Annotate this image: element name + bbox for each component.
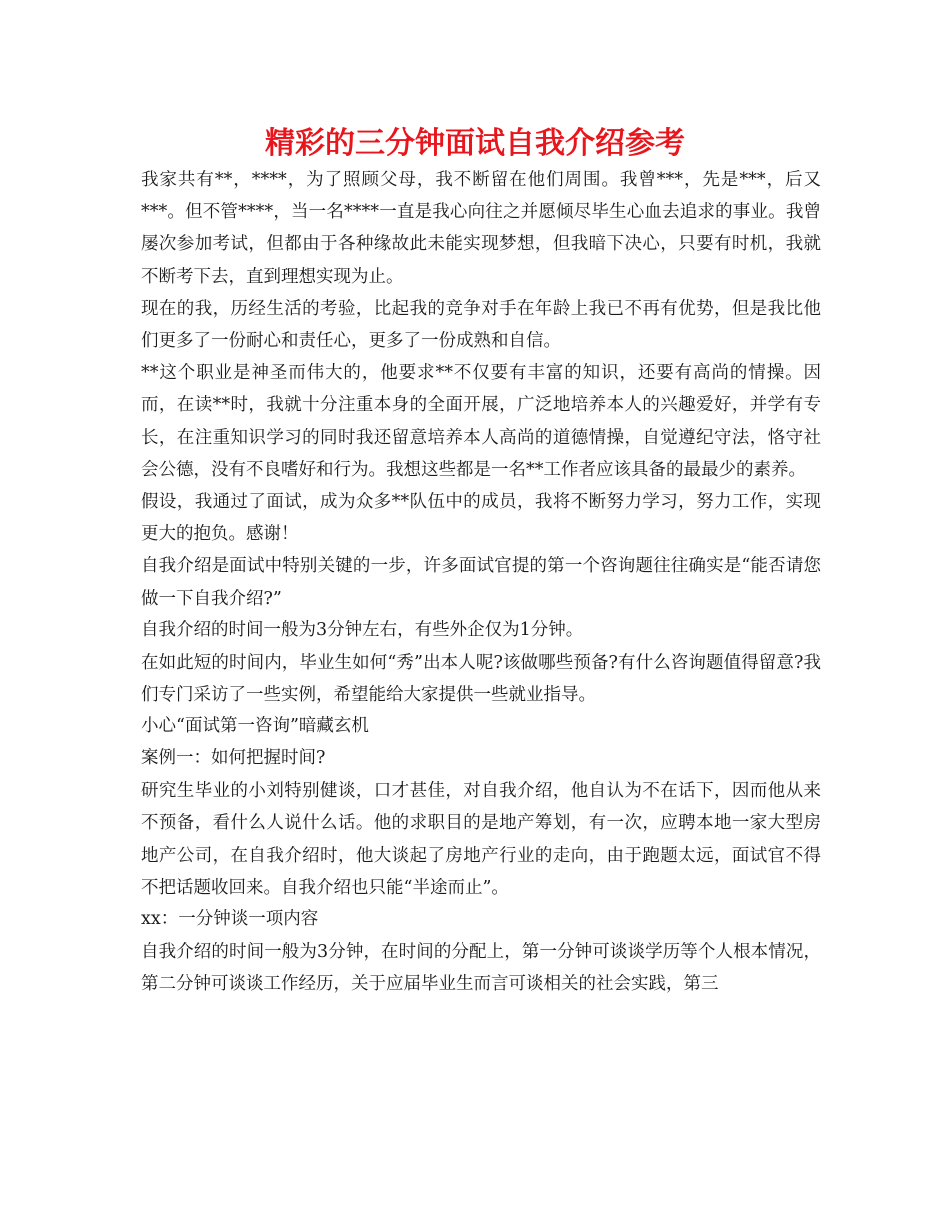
paragraph-if-passed: 假设，我通过了面试，成为众多**队伍中的成员，我将不断努力学习，努力工作，实现更大的抱负。感谢！ [141, 492, 821, 545]
subheading-one-minute: xx：一分钟谈一项内容 [141, 909, 319, 930]
section-heading-first-question: 小心“面试第一咨询”暗藏玄机 [141, 716, 369, 737]
paragraph-time-allocation: 自我介绍的时间一般为3分钟，在时间的分配上，第一分钟可谈谈学历等个人根本情况，第二分钟可谈谈工作经历，关于应届毕业生而言可谈相关的社会实践，第三 [141, 942, 821, 995]
paragraph-current-self: 现在的我，历经生活的考验，比起我的竞争对手在年龄上我已不再有优势，但是我比他们更多了一份耐心和责任心，更多了一份成熟和自信。 [141, 298, 821, 352]
page-title: 精彩的三分钟面试自我介绍参考 [265, 126, 685, 161]
paragraph-how-to-show: 在如此短的时间内，毕业生如何“秀”出本人呢?该做哪些预备?有什么咨询题值得留意?我们专门采访了一些实例，希望能给大家提供一些就业指导。 [141, 652, 821, 706]
paragraph-intro-importance: 自我介绍是面试中特别关键的一步，许多面试官提的第一个咨询题往往确实是“能否请您做一下自我介绍?” [141, 556, 821, 609]
document-body [141, 164, 821, 1000]
paragraph-family: 我家共有**，****，为了照顾父母，我不断留在他们周围。我曾***，先是***，后又***。但不管****，当一名****一直是我心向往之并愿倾尽毕生心血去追求的事业。我曾屡次参加考试，但都由于各种缘故此未能实现梦想，但我暗下决心，只要有时机，我就不断考下去，直到理想实现为止。 [141, 170, 821, 287]
case-heading-one: 案例一：如何把握时间? [141, 748, 326, 769]
paragraph-intro-duration: 自我介绍的时间一般为3分钟左右，有些外企仅为1分钟。 [141, 619, 584, 640]
paragraph-case-xiaoliu: 研究生毕业的小刘特别健谈，口才甚佳，对自我介绍，他自认为不在话下，因而他从来不预备，看什么人说什么话。他的求职目的是地产筹划，有一次，应聘本地一家大型房地产公司，在自我介绍时，他大谈起了房地产行业的走向，由于跑题太远，面试官不得不把话题收回来。自我介绍也只能“半途而止”。 [141, 781, 821, 898]
paragraph-profession: **这个职业是神圣而伟大的，他要求**不仅要有丰富的知识，还要有高尚的情操。因而，在读**时，我就十分注重本身的全面开展，广泛地培养本人的兴趣爱好，并学有专长，在注重知识学习的同时我还留意培养本人高尚的道德情操，自觉遵纪守法，恪守社会公德，没有不良嗜好和行为。我想这些都是一名**工作者应该具备的最最少的素养。 [141, 363, 821, 480]
